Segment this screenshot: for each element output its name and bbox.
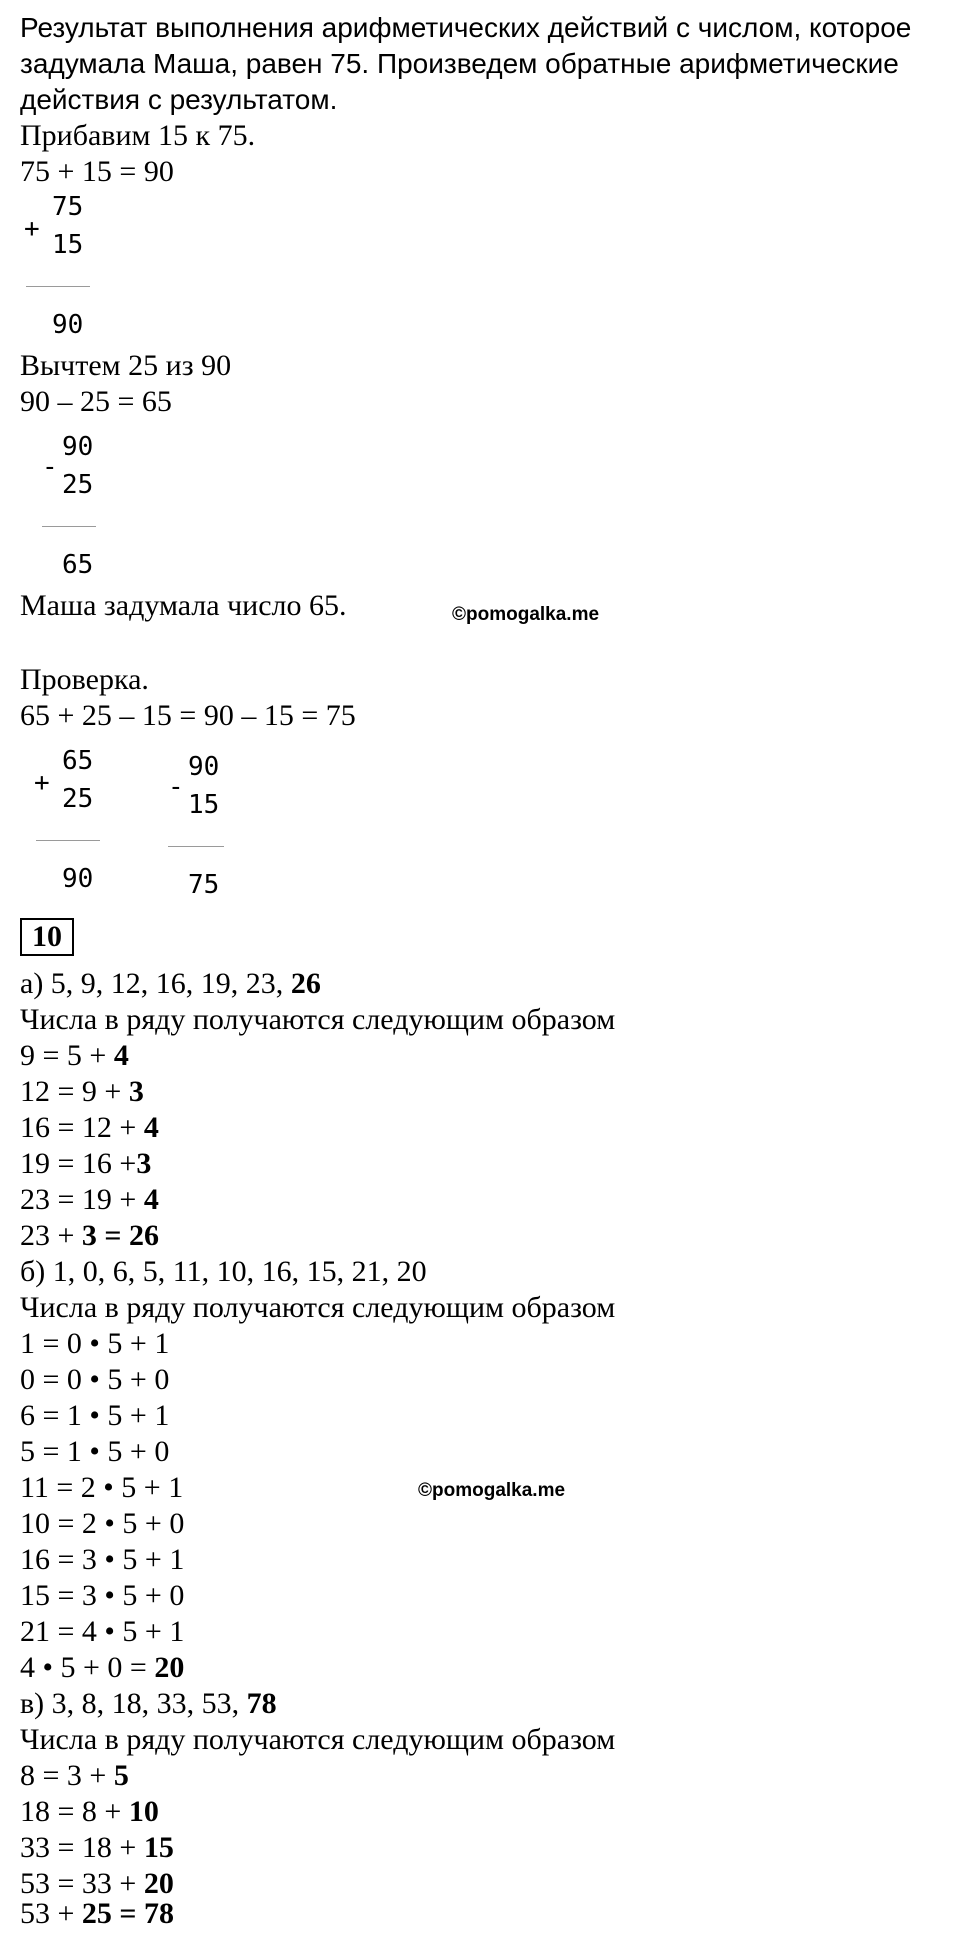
addend: 4 <box>143 1111 159 1144</box>
part-b-line-8: 15 = 3 • 5 + 0 <box>20 1579 185 1612</box>
part-a-line-1 <box>20 1038 129 1074</box>
plus-sign: + <box>34 768 50 798</box>
expr: 23 = 19 + <box>20 1183 144 1216</box>
intro-line-1: Результат выполнения арифметических действий с числом, которое <box>20 12 912 43</box>
operand-bottom: 15 <box>52 230 84 260</box>
part-a-line-4 <box>20 1146 151 1182</box>
sum-line <box>36 840 100 841</box>
intro-line-3: действия с результатом. <box>20 84 338 115</box>
expr: 4 • 5 + 0 = <box>20 1651 155 1684</box>
result: 75 <box>188 870 220 900</box>
part-a-line-5 <box>20 1182 159 1218</box>
equals: = <box>111 1897 145 1930</box>
result: 90 <box>52 310 84 340</box>
addend: 5 <box>113 1759 129 1792</box>
part-b-header: б) 1, 0, 6, 5, 11, 10, 16, 15, 21, 20 <box>20 1255 427 1288</box>
step2-text: Вычтем 25 из 90 <box>20 349 232 382</box>
operand-bottom: 15 <box>188 790 220 820</box>
part-b-final <box>20 1650 184 1686</box>
part-b-line-7: 16 = 3 • 5 + 1 <box>20 1543 185 1576</box>
expr: 12 = 9 + <box>20 1075 129 1108</box>
expr: 53 = 33 + <box>20 1867 144 1900</box>
task-number-box: 10 <box>20 918 74 956</box>
addend: 10 <box>128 1795 159 1828</box>
operand-bottom: 25 <box>62 470 94 500</box>
operand-bottom: 25 <box>62 784 94 814</box>
difference-line <box>168 846 224 847</box>
operand-top: 90 <box>188 752 220 782</box>
part-a-header <box>20 966 321 1002</box>
operand-top: 65 <box>62 746 94 776</box>
addend: 4 <box>143 1183 159 1216</box>
plus-sign: + <box>24 214 40 244</box>
answer-text: Маша задумала число 65. <box>20 589 347 622</box>
part-c-explanation: Числа в ряду получаются следующим образом <box>20 1723 616 1756</box>
part-c-header <box>20 1686 277 1722</box>
part-b-line-1: 1 = 0 • 5 + 1 <box>20 1327 170 1360</box>
part-b-line-6: 10 = 2 • 5 + 0 <box>20 1507 185 1540</box>
expr: 23 + <box>20 1219 82 1252</box>
result: 26 <box>129 1219 160 1252</box>
addend: 20 <box>143 1867 174 1900</box>
expr: 8 = 3 + <box>20 1759 114 1792</box>
addend: 3 <box>136 1147 152 1180</box>
step1-equation: 75 + 15 = 90 <box>20 155 174 188</box>
expr: 18 = 8 + <box>20 1795 129 1828</box>
check-equation: 65 + 25 – 15 = 90 – 15 = 75 <box>20 699 356 732</box>
part-a-answer: 26 <box>290 967 321 1000</box>
operand-top: 90 <box>62 432 94 462</box>
addend: 4 <box>113 1039 129 1072</box>
difference-line <box>42 526 96 527</box>
part-b-line-5: 11 = 2 • 5 + 1 <box>20 1471 184 1504</box>
part-c-final <box>20 1896 174 1932</box>
column-subtraction-1 <box>40 432 130 582</box>
expr: 33 = 18 + <box>20 1831 144 1864</box>
part-a-sequence: а) 5, 9, 12, 16, 19, 23, <box>20 967 291 1000</box>
expr: 16 = 12 + <box>20 1111 144 1144</box>
part-a-explanation: Числа в ряду получаются следующим образом <box>20 1003 616 1036</box>
minus-sign: - <box>42 452 58 482</box>
result: 20 <box>154 1651 185 1684</box>
part-a-line-3 <box>20 1110 159 1146</box>
watermark: ©pomogalka.me <box>452 604 600 625</box>
part-b-line-2: 0 = 0 • 5 + 0 <box>20 1363 170 1396</box>
addend: 3 <box>128 1075 144 1108</box>
part-b-line-3: 6 = 1 • 5 + 1 <box>20 1399 170 1432</box>
addend: 25 <box>81 1897 112 1930</box>
result: 65 <box>62 550 94 580</box>
addend: 15 <box>143 1831 174 1864</box>
operand-top: 75 <box>52 192 84 222</box>
part-c-sequence: в) 3, 8, 18, 33, 53, <box>20 1687 247 1720</box>
expr: 53 + <box>20 1897 82 1930</box>
result: 78 <box>144 1897 175 1930</box>
part-c-line-2 <box>20 1794 159 1830</box>
step2-equation: 90 – 25 = 65 <box>20 385 172 418</box>
intro-line-2: задумала Маша, равен 75. Произведем обратные арифметические <box>20 48 899 79</box>
sum-line <box>26 286 90 287</box>
equals: = <box>96 1219 130 1252</box>
column-subtraction-2 <box>166 752 256 902</box>
check-title: Проверка. <box>20 663 149 696</box>
step1-text: Прибавим 15 к 75. <box>20 119 256 152</box>
addend: 3 <box>81 1219 97 1252</box>
expr: 19 = 16 + <box>20 1147 137 1180</box>
part-c-line-1 <box>20 1758 129 1794</box>
column-addition-2 <box>30 746 120 896</box>
part-b-line-4: 5 = 1 • 5 + 0 <box>20 1435 170 1468</box>
part-b-explanation: Числа в ряду получаются следующим образом <box>20 1291 616 1324</box>
part-c-line-3 <box>20 1830 174 1866</box>
watermark-2: ©pomogalka.me <box>418 1480 566 1501</box>
part-c-answer: 78 <box>246 1687 277 1720</box>
part-a-line-2 <box>20 1074 144 1110</box>
column-addition-1 <box>20 192 110 342</box>
result: 90 <box>62 864 94 894</box>
expr: 9 = 5 + <box>20 1039 114 1072</box>
minus-sign: - <box>168 772 184 802</box>
part-a-final <box>20 1218 159 1254</box>
part-b-line-9: 21 = 4 • 5 + 1 <box>20 1615 185 1648</box>
